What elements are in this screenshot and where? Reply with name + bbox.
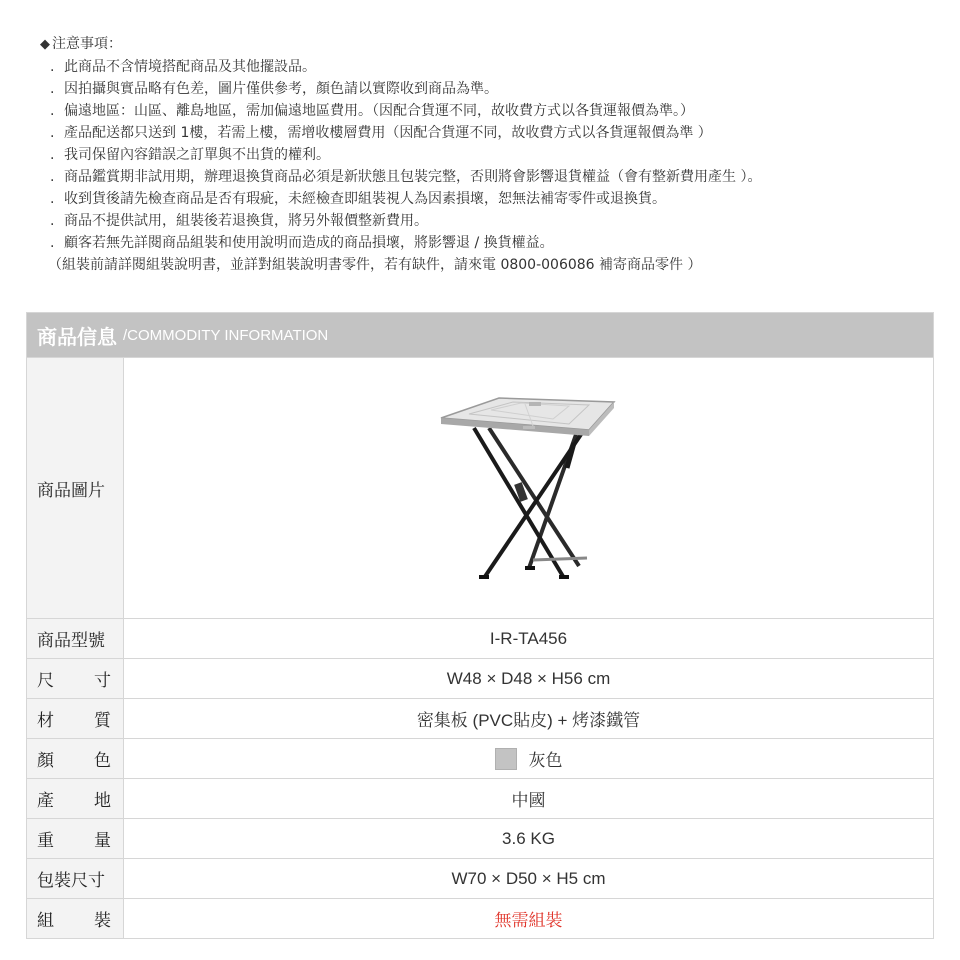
row-weight <box>27 818 933 858</box>
value-color: 灰色 <box>528 751 563 770</box>
note-text: 商品鑑賞期非試用期，辦理退換貨商品必須是新狀態且包裝完整，否則將會影響退貨權益（會有整新費用產生 ）。 <box>64 169 762 185</box>
row-size <box>27 658 933 698</box>
value-size: W48 × D48 × H56 cm <box>446 668 611 688</box>
note-text: 因拍攝與實品略有色差，圖片僅供參考，顏色請以實際收到商品為準。 <box>64 81 498 97</box>
label-size-char-1: 尺 <box>37 671 54 691</box>
label-origin-char-1: 產 <box>37 791 54 811</box>
label-product-image: 商品圖片 <box>27 358 124 618</box>
note-bullet: . <box>50 59 55 75</box>
note-bullet: . <box>50 235 55 251</box>
label-origin-char-2: 地 <box>94 791 111 811</box>
note-bullet: . <box>50 169 55 185</box>
row-product-image <box>27 357 933 618</box>
notes-footnote: （組裝前請詳閱組裝說明書，並詳對組裝說明書零件，若有缺件，請來電 0800-006086 補寄商品零件 ） <box>48 257 702 273</box>
label-weight-char-2: 量 <box>94 831 111 851</box>
label-origin <box>27 779 124 818</box>
note-bullet: . <box>50 213 55 229</box>
diamond-icon: ◆ <box>40 37 50 52</box>
row-material <box>27 698 933 738</box>
notes-title-text: 注意事項： <box>52 36 122 52</box>
product-image-cell <box>124 358 933 618</box>
label-material <box>27 699 124 738</box>
value-material: 密集板 (PVC貼皮) + 烤漆鐵管 <box>416 711 641 730</box>
folding-table-image <box>429 388 629 588</box>
label-color-char-1: 顏 <box>37 751 54 771</box>
label-material-char-1: 材 <box>37 711 54 731</box>
note-text: 我司保留內容錯誤之訂單與不出貨的權利。 <box>64 147 330 163</box>
value-assembly: 無需組裝 <box>494 911 563 930</box>
value-weight: 3.6 KG <box>502 828 555 848</box>
note-item <box>40 100 940 122</box>
label-model: 商品型號 <box>27 619 124 658</box>
note-item <box>40 166 940 188</box>
note-text: 偏遠地區：山區、離島地區，需加偏遠地區費用。（因配合貨運不同，故收費方式以各貨運報價為準。） <box>64 103 694 119</box>
note-text: 商品不提供試用，組裝後若退換貨，將另外報價整新費用。 <box>64 213 428 229</box>
note-item <box>40 210 940 232</box>
row-model <box>27 618 933 658</box>
notes-list <box>40 56 940 254</box>
note-item <box>40 78 940 100</box>
note-bullet: . <box>50 191 55 207</box>
info-header-title: 商品信息 <box>37 324 117 349</box>
row-origin <box>27 778 933 818</box>
color-swatch <box>495 748 517 770</box>
row-color <box>27 738 933 778</box>
value-color-cell <box>124 739 933 778</box>
note-text: 顧客若無先詳閱商品組裝和使用說明而造成的商品損壞，將影響退 / 換貨權益。 <box>64 235 554 251</box>
commodity-info-table <box>26 312 934 939</box>
row-package-size <box>27 858 933 898</box>
label-assembly-char-1: 組 <box>37 911 54 931</box>
note-bullet: . <box>50 81 55 97</box>
note-item <box>40 144 940 166</box>
note-text: 產品配送都只送到 1樓，若需上樓，需增收樓層費用（因配合貨運不同，故收費方式以各貨運報價為準 ） <box>64 125 712 141</box>
note-text: 此商品不含情境搭配商品及其他擺設品。 <box>64 59 316 75</box>
label-assembly <box>27 899 124 938</box>
row-assembly <box>27 898 933 938</box>
value-model: I-R-TA456 <box>489 628 568 648</box>
label-weight-char-1: 重 <box>37 831 54 851</box>
note-bullet: . <box>50 147 55 163</box>
label-assembly-char-2: 裝 <box>94 911 111 931</box>
note-item <box>40 232 940 254</box>
info-header-subtitle: /COMMODITY INFORMATION <box>123 326 329 344</box>
note-item <box>40 56 940 78</box>
label-package-size: 包裝尺寸 <box>27 859 124 898</box>
label-color-char-2: 色 <box>94 751 111 771</box>
label-weight <box>27 819 124 858</box>
label-color <box>27 739 124 778</box>
note-item <box>40 122 940 144</box>
label-size <box>27 659 124 698</box>
label-material-char-2: 質 <box>94 711 111 731</box>
value-origin: 中國 <box>511 791 546 810</box>
notes-title <box>40 34 940 54</box>
info-header <box>27 313 933 357</box>
note-bullet: . <box>50 103 55 119</box>
note-item <box>40 188 940 210</box>
note-bullet: . <box>50 125 55 141</box>
notes-section <box>40 34 940 276</box>
value-package-size: W70 × D50 × H5 cm <box>451 868 606 888</box>
label-size-char-2: 寸 <box>94 671 111 691</box>
note-text: 收到貨後請先檢查商品是否有瑕疵，未經檢查即組裝視人為因素損壞，恕無法補寄零件或退換貨。 <box>64 191 666 207</box>
